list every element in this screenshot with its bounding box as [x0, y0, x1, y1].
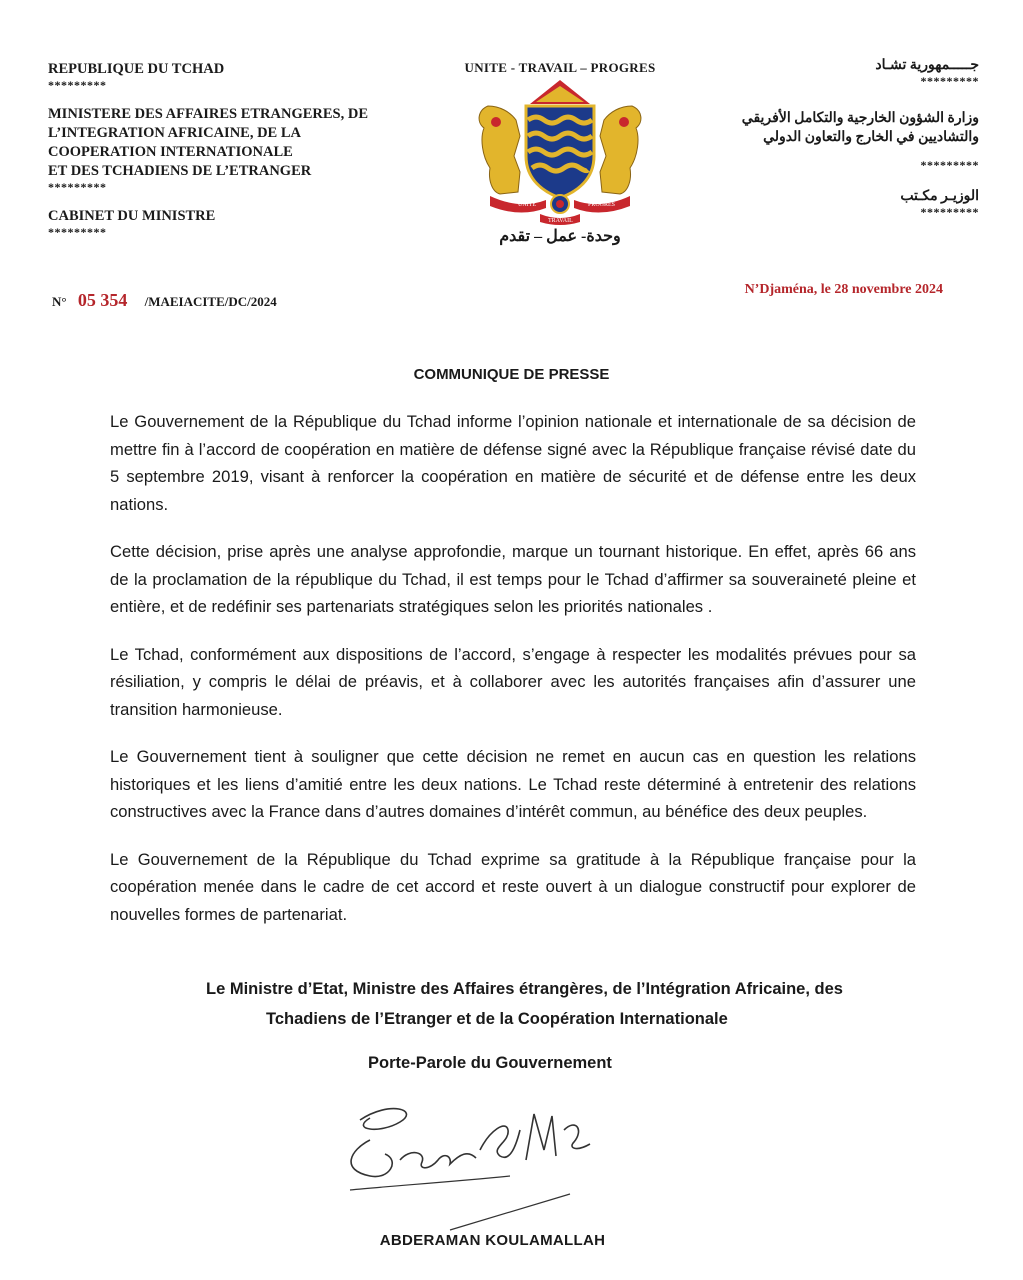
signatory-name: ABDERAMAN KOULAMALLAH	[379, 1232, 606, 1249]
ministry-ar-line: وزارة الشؤون الخارجية والتكامل الأفريقي	[741, 111, 979, 126]
national-motto-ar: وحدة- عمل – تقدم	[499, 228, 621, 245]
ministry-line: COOPERATION INTERNATIONALE	[48, 144, 293, 160]
shield-icon	[526, 106, 594, 198]
ministry-line: L’INTEGRATION AFRICAINE, DE LA	[48, 125, 301, 141]
handwritten-signature	[330, 1090, 640, 1240]
signatory-title-line: Le Ministre d’Etat, Ministre des Affaires étrangères, de l’Intégration Africaine, des	[206, 980, 843, 998]
press-release-body	[110, 408, 916, 948]
signatory-role: Porte-Parole du Gouvernement	[368, 1054, 612, 1072]
separator-stars: *********	[48, 225, 107, 239]
reference-number	[52, 290, 277, 311]
country-name-ar: جـــــمهورية تشـاد	[875, 58, 979, 73]
header-right	[679, 56, 979, 218]
motto-ar-wrap	[440, 222, 680, 246]
cabinet-label: CABINET DU MINISTRE	[48, 208, 216, 224]
document-title: COMMUNIQUE DE PRESSE	[413, 366, 610, 383]
separator-stars: *********	[920, 158, 979, 172]
cabinet-label-ar: الوزيـر مكـتب	[900, 189, 979, 204]
ribbon-label: TRAVAIL	[548, 218, 573, 224]
reference-prefix: N°	[52, 294, 67, 309]
dateline: N’Djaména, le 28 novembre 2024	[744, 282, 943, 297]
reference-value: 05 354	[77, 290, 128, 310]
ribbon-label: PROGRES	[588, 202, 616, 208]
ribbon-label: UNITE	[518, 202, 536, 208]
national-motto-fr: UNITE - TRAVAIL – PROGRES	[464, 60, 656, 75]
separator-stars: *********	[48, 180, 107, 194]
reference-suffix: /MAEIACITE/DC/2024	[144, 294, 277, 309]
body-paragraph: Le Gouvernement de la République du Tchad informe l’opinion nationale et internationale de sa décision de mettre fin à l’accord de coopération en matière de défense signé avec la République française révisé date du 5 septembre 2019, visant à renforcer la coopération en matière de sécurité et de défense entre les deux nations.	[110, 412, 916, 514]
ministry-line: MINISTERE DES AFFAIRES ETRANGERES, DE	[48, 106, 369, 122]
body-paragraph: Cette décision, prise après une analyse approfondie, marque un tournant historique. En effet, après 66 ans de la proclamation de la république du Tchad, il est temps pour le Tchad d’affirmer sa souveraineté pleine et entière, et de redéfinir ses partenariats stratégiques selon les priorités nationales .	[110, 542, 916, 616]
body-paragraph: Le Tchad, conformément aux dispositions de l’accord, s’engage à respecter les modalités prévues pour sa résiliation, y compris le délai de préavis, et à collaborer avec les autorités françaises afin d’assurer une transition harmonieuse.	[110, 644, 916, 719]
ministry-ar-line: والتشاديين في الخارج والتعاون الدولي	[763, 130, 979, 145]
header-center	[440, 60, 680, 76]
sun-rays-icon	[530, 80, 590, 104]
country-name: REPUBLIQUE DU TCHAD	[48, 61, 225, 77]
ministry-line: ET DES TCHADIENS DE L’ETRANGER	[48, 163, 312, 179]
separator-stars: *********	[920, 205, 979, 219]
body-paragraph: Le Gouvernement tient à souligner que cette décision ne remet en aucun cas en question les relations historiques et les liens d’amitié entre les deux nations. Le Tchad reste déterminé à entretenir des relations constructives avec la France dans d’autres domaines d’intérêt commun, au bénéfice des deux peuples.	[110, 747, 916, 821]
separator-stars: *********	[48, 78, 107, 92]
header-left	[48, 60, 428, 238]
coat-of-arms-emblem	[470, 76, 650, 226]
signatory-title-line: Tchadiens de l’Etranger et de la Coopération Internationale	[266, 1010, 728, 1028]
separator-stars: *********	[920, 74, 979, 88]
body-paragraph: Le Gouvernement de la République du Tchad exprime sa gratitude à la République française pour la coopération menée dans le cadre de cet accord et reste ouvert à un dialogue constructif pour explorer de nouvelles formes de partenariat.	[110, 849, 916, 924]
